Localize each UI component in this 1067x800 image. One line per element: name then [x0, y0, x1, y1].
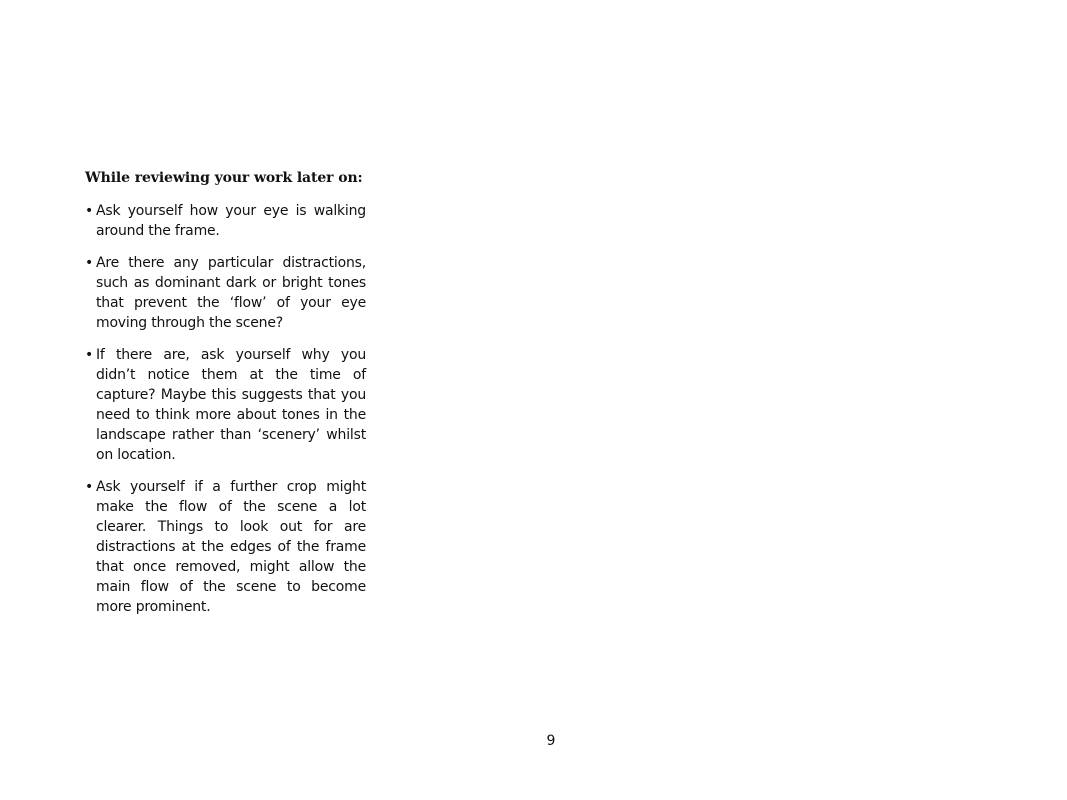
bullet-item — [85, 477, 366, 617]
bullet-dot-icon: • — [85, 347, 94, 363]
bullet-item — [85, 201, 366, 241]
bullet-text: Ask yourself how your eye is walking around the frame. — [96, 203, 366, 239]
bullet-text: Are there any particular distractions, such as dominant dark or bright tones that prevent the ‘flow’ of your eye moving through the scene? — [96, 255, 366, 331]
section-heading: While reviewing your work later on: — [85, 170, 363, 186]
bullet-item — [85, 253, 366, 333]
text-column — [85, 168, 366, 629]
bullet-text: Ask yourself if a further crop might make the flow of the scene a lot clearer. Things to look out for are distractions at the edges of the frame that once removed, might allow the main flow of the scene to become more prominent. — [96, 479, 366, 615]
bullet-text: If there are, ask yourself why you didn’t notice them at the time of capture? Maybe this suggests that you need to think more about tones in the landscape rather than ‘scenery’ whilst on location. — [96, 347, 366, 463]
bullet-list — [85, 201, 366, 617]
bullet-item — [85, 345, 366, 465]
bullet-dot-icon: • — [85, 203, 94, 219]
bullet-dot-icon: • — [85, 479, 94, 495]
bullet-dot-icon: • — [85, 255, 94, 271]
page-number: 9 — [546, 733, 556, 749]
